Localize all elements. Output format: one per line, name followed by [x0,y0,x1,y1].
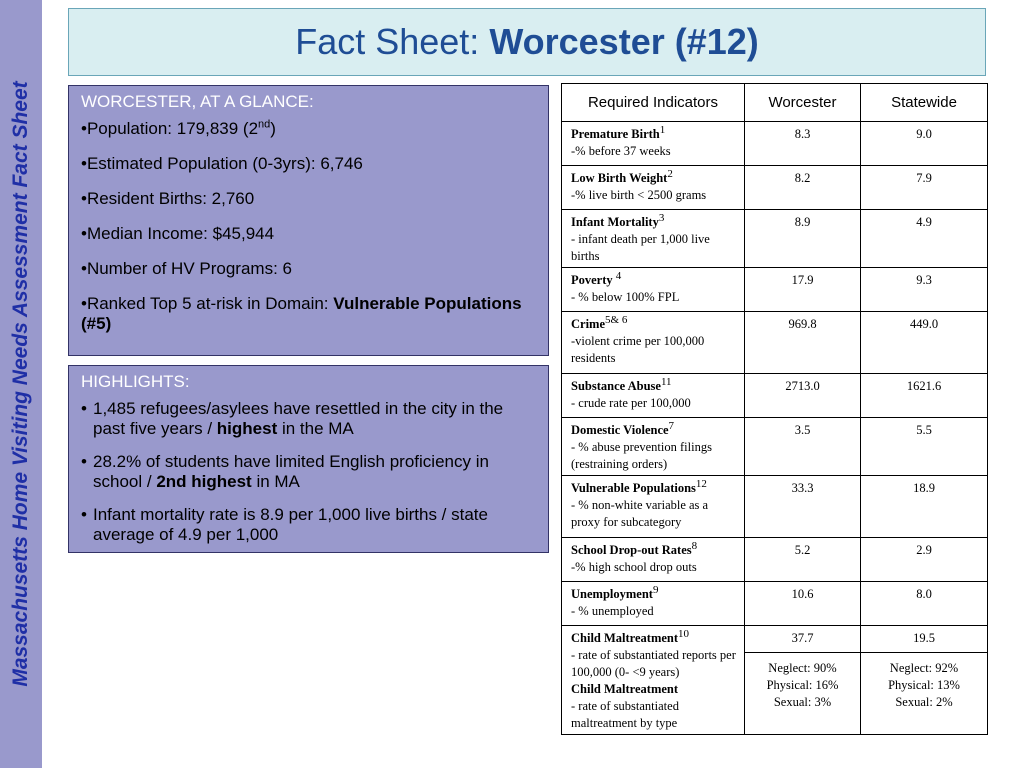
highlight-text [93,399,536,439]
indicator-cell [562,626,745,735]
indicator-footnote: 11 [660,375,672,388]
table-row [562,418,988,476]
statewide-value: 1621.6 [861,374,988,418]
indicator-desc: -% high school drop outs [571,560,697,574]
indicator-desc: - rate of substantiated maltreatment by type [571,699,679,730]
indicator-desc: - % unemployed [571,604,654,618]
highlight-text [93,452,536,492]
indicator-cell [562,476,745,538]
indicator-name: Low Birth Weight [571,171,668,185]
indicator-name: Infant Mortality [571,215,659,229]
worcester-value: 10.6 [745,582,861,626]
bullet: • [81,452,87,471]
at-a-glance-panel [68,85,549,356]
highlight-tail: in MA [251,472,300,491]
statewide-value: 5.5 [861,418,988,476]
table-row [562,166,988,210]
statewide-value: 9.0 [861,122,988,166]
indicator-footnote: 12 [695,477,707,490]
glance-heading: WORCESTER, AT A GLANCE: [81,92,314,111]
indicator-desc: - % below 100% FPL [571,290,680,304]
ranked-prefix: •Ranked Top 5 at-risk in Domain: [81,294,334,313]
highlights-panel [68,365,549,553]
indicator-footnote: 1 [659,123,666,136]
indicator-desc: - crude rate per 100,000 [571,396,691,410]
glance-item: •Estimated Population (0-3yrs): 6,746 [81,154,363,173]
worcester-value: 8.9 [745,210,861,268]
ranked-domain: Vulnerable Populations (#5) [81,294,522,333]
type-line: Physical: 13% [888,678,960,692]
highlight-item [81,505,536,545]
table-row [562,374,988,418]
table-row [562,210,988,268]
glance-ranked [81,294,536,334]
indicator-footnote: 7 [668,419,675,432]
indicator-cell [562,210,745,268]
indicator-desc: - infant death per 1,000 live births [571,232,710,263]
indicators-table [561,83,988,735]
statewide-value: 18.9 [861,476,988,538]
worcester-value: 5.2 [745,538,861,582]
worcester-value: 969.8 [745,312,861,374]
title-banner [68,8,986,76]
statewide-value: 9.3 [861,268,988,312]
table-row [562,582,988,626]
table-body [562,122,988,735]
page-title-city: Worcester (#12) [489,21,759,62]
glance-population [81,119,536,139]
highlight-emphasis: highest [216,419,278,438]
population-close: ) [270,119,276,138]
bullet: • [81,505,87,524]
indicator-desc: - % non-white variable as a proxy for subcategory [571,498,709,529]
indicator-footnote: 10 [678,627,690,640]
highlight-tail: in the MA [277,419,354,438]
indicator-name: Substance Abuse [571,379,661,393]
col-header-statewide: Statewide [861,84,988,122]
highlight-body: Infant mortality rate is 8.9 per 1,000 live births / state average of 4.9 per 1,000 [93,505,488,544]
population-rank-sup: nd [258,118,271,131]
highlight-body: 1,485 refugees/asylees have resettled in the city in the past five years / [93,399,504,438]
indicator-name: Poverty [571,273,616,287]
statewide-value: 2.9 [861,538,988,582]
table-row [562,122,988,166]
bullet: • [81,399,87,418]
table-row [562,312,988,374]
indicator-footnote: 5& 6 [605,313,628,326]
indicator-name: Premature Birth [571,127,660,141]
table-row-maltreatment [562,626,988,653]
indicator-cell [562,418,745,476]
population-text: •Population: 179,839 (2 [81,119,259,138]
type-line: Sexual: 2% [895,695,953,709]
worcester-types [745,653,861,735]
indicator-desc: -violent crime per 100,000 residents [571,334,705,365]
table-header-row [562,84,988,122]
indicator-cell [562,268,745,312]
type-line: Neglect: 92% [889,661,959,675]
indicator-desc: -% before 37 weeks [571,144,671,158]
glance-item: •Number of HV Programs: 6 [81,259,292,278]
page-title-prefix: Fact Sheet: [295,21,480,62]
worcester-value: 8.3 [745,122,861,166]
indicator-cell [562,374,745,418]
worcester-value: 37.7 [745,626,861,653]
type-line: Physical: 16% [766,678,839,692]
table-row [562,538,988,582]
worcester-value: 17.9 [745,268,861,312]
statewide-value: 19.5 [861,626,988,653]
indicator-footnote: 4 [615,269,622,282]
indicator-name: Vulnerable Populations [571,481,696,495]
indicator-name: Crime [571,317,606,331]
worcester-value: 3.5 [745,418,861,476]
col-header-worcester: Worcester [745,84,861,122]
statewide-value: 7.9 [861,166,988,210]
highlight-item [81,399,536,439]
indicator-footnote: 8 [691,539,698,552]
indicator-cell [562,582,745,626]
indicator-footnote: 9 [652,583,659,596]
highlight-body: 28.2% of students have limited English proficiency in school / [93,452,489,491]
statewide-value: 449.0 [861,312,988,374]
table-row [562,268,988,312]
highlight-emphasis: 2nd highest [156,472,252,491]
indicator-footnote: 2 [667,167,673,180]
indicator-cell [562,312,745,374]
indicator-name: School Drop-out Rates [571,543,692,557]
table-row [562,476,988,538]
glance-item: •Resident Births: 2,760 [81,189,255,208]
highlights-heading: HIGHLIGHTS: [81,372,190,391]
statewide-value: 8.0 [861,582,988,626]
side-band [0,0,42,768]
indicator-desc: - rate of substantiated reports per 100,000 (0- <9 years) [571,648,736,679]
indicator-footnote: 3 [658,211,665,224]
indicator-cell [562,122,745,166]
type-line: Neglect: 90% [768,661,837,675]
indicator-name: Unemployment [571,587,653,601]
indicator-name: Child Maltreatment [571,682,679,696]
indicator-desc: -% live birth < 2500 grams [571,188,707,202]
vertical-title: Massachusetts Home Visiting Needs Assessment Fact Sheet [9,81,32,687]
indicator-cell [562,538,745,582]
col-header-indicators: Required Indicators [562,84,745,122]
highlight-item [81,452,536,492]
worcester-value: 8.2 [745,166,861,210]
indicator-cell [562,166,745,210]
glance-item: •Median Income: $45,944 [81,224,275,243]
indicator-name: Domestic Violence [571,423,669,437]
type-line: Sexual: 3% [773,695,832,709]
indicator-desc: - % abuse prevention filings (restraining orders) [571,440,712,471]
statewide-types [861,653,988,735]
indicator-name: Child Maltreatment [571,631,679,645]
worcester-value: 2713.0 [745,374,861,418]
worcester-value: 33.3 [745,476,861,538]
statewide-value: 4.9 [861,210,988,268]
